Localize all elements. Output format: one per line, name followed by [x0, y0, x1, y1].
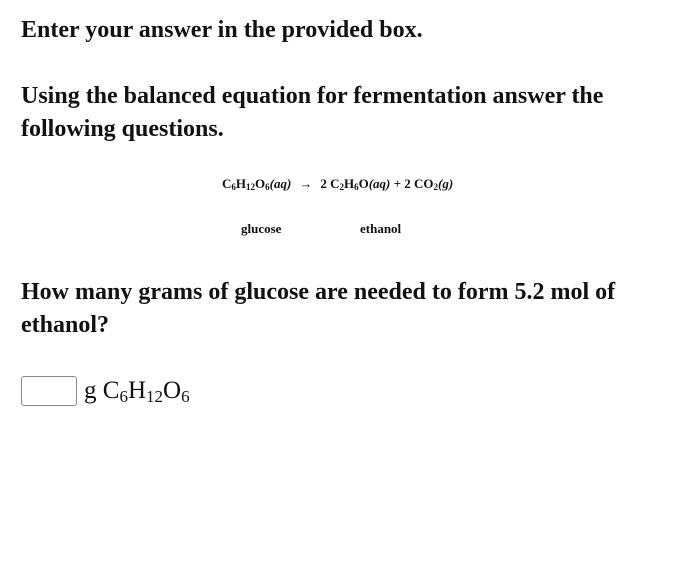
question-text: How many grams of glucose are needed to form 5.2 mol of ethanol? — [21, 279, 616, 338]
answer-row — [21, 376, 190, 406]
eq-text: O — [358, 176, 369, 191]
eq-text: O — [255, 176, 266, 191]
eq-state: (g) — [438, 176, 454, 191]
answer-input[interactable] — [21, 376, 77, 406]
eq-text: H — [343, 176, 355, 191]
co2-formula — [404, 176, 453, 191]
intro-text: Using the balanced equation for fermentation answer the following questions. — [21, 83, 604, 142]
unit-sub: 6 — [119, 387, 128, 406]
plus-sign: + — [393, 176, 402, 191]
unit-text: O — [163, 377, 182, 404]
ethanol-formula — [320, 176, 390, 191]
glucose-formula — [222, 176, 291, 191]
instruction-text: Enter your answer in the provided box. — [21, 17, 423, 43]
eq-state: (aq) — [269, 176, 292, 191]
eq-text: C — [222, 176, 232, 191]
glucose-label: glucose — [241, 221, 282, 236]
reaction-arrow: → — [299, 176, 313, 191]
unit-sub: 12 — [146, 387, 163, 406]
eq-sub: 12 — [246, 182, 256, 192]
eq-text: 2 CO — [404, 176, 434, 191]
unit-text: g C — [84, 377, 120, 404]
eq-text: 2 C — [320, 176, 340, 191]
eq-state: (aq) — [368, 176, 391, 191]
eq-sub: 6 — [354, 182, 359, 192]
unit-text: H — [127, 377, 146, 404]
ethanol-label: ethanol — [360, 221, 402, 236]
answer-unit — [84, 376, 190, 406]
unit-sub: 6 — [181, 387, 190, 406]
eq-sub: 2 — [339, 182, 344, 192]
fermentation-equation — [222, 174, 453, 194]
eq-sub: 6 — [265, 182, 270, 192]
eq-sub: 2 — [433, 182, 439, 192]
eq-text: H — [235, 176, 247, 191]
eq-sub: 6 — [231, 182, 236, 192]
